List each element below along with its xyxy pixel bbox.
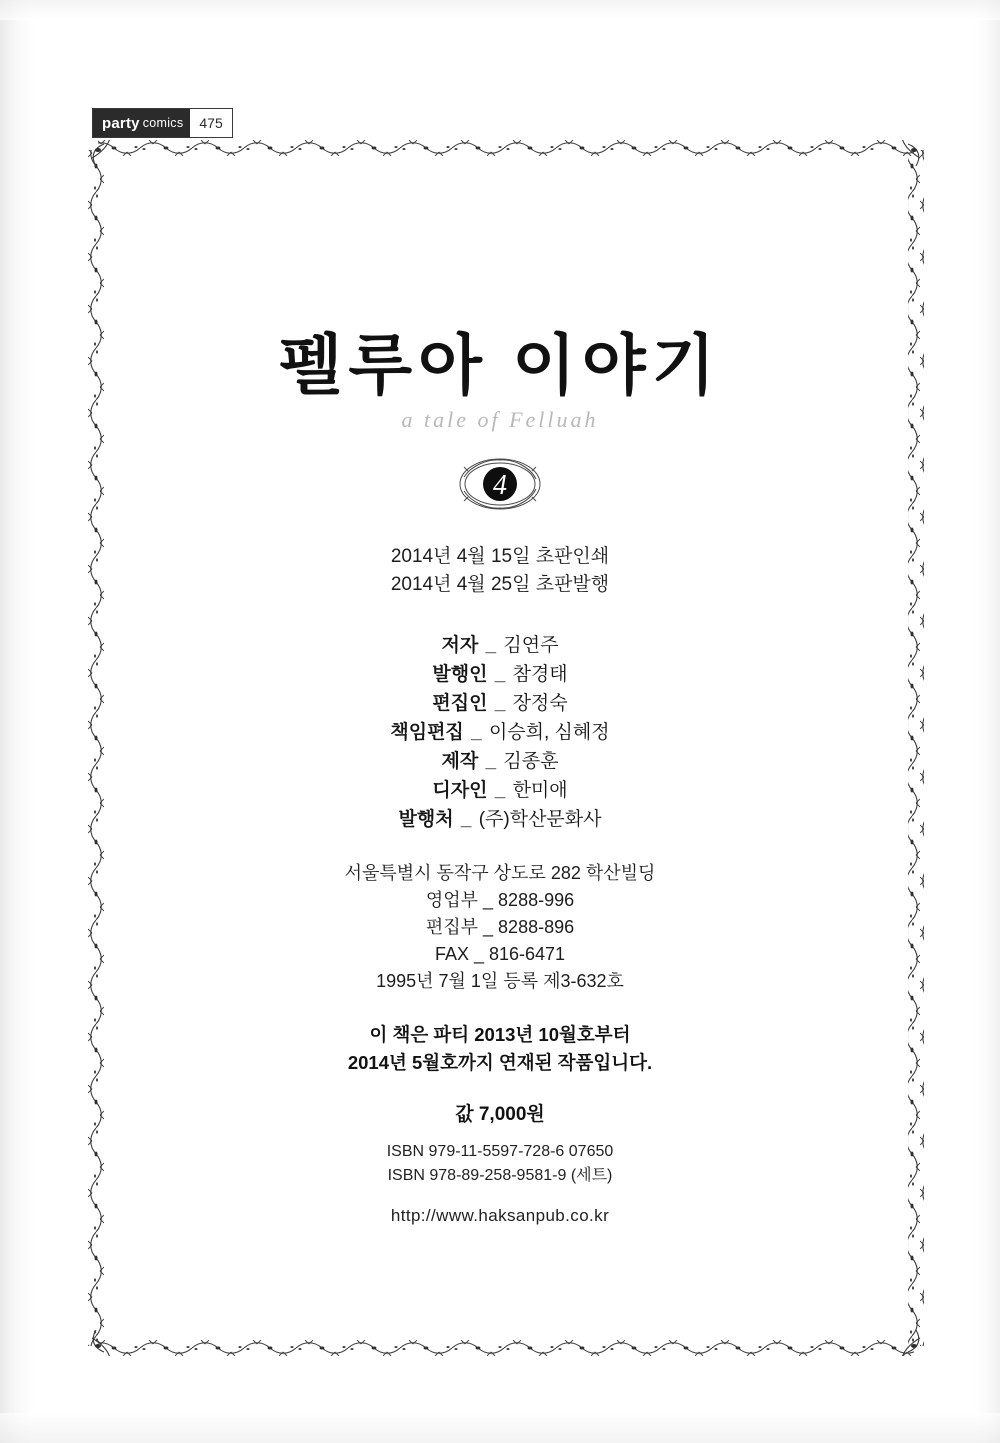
credit-role: 제작 (441, 750, 479, 772)
series-badge-number: 475 (199, 115, 223, 131)
credit-separator: _ (485, 635, 497, 657)
colophon-block (0, 330, 1000, 1226)
book-title-english: a tale of Felluah (401, 407, 599, 433)
publisher-contact-block (0, 860, 1000, 995)
publish-date: 2014년 4월 25일 초판발행 (390, 573, 610, 595)
credit-row-editor-in-chief (0, 690, 1000, 719)
publisher-address: 서울특별시 동작구 상도로 282 학산빌딩 (344, 863, 656, 884)
credit-role: 발행처 (398, 808, 454, 830)
book-title-korean: 펠루아 이야기 (278, 328, 722, 402)
isbn-primary: ISBN 979-11-5597-728-6 07650 (386, 1142, 614, 1160)
registration-info: 1995년 7월 1일 등록 제3-632호 (376, 971, 624, 992)
scan-edge-shading-bottom (0, 1413, 1000, 1443)
price-label: 값 7,000원 (455, 1103, 545, 1125)
credits-list (0, 632, 1000, 834)
fax-number: FAX _ 816-6471 (434, 944, 566, 965)
print-date: 2014년 4월 15일 초판인쇄 (390, 546, 610, 568)
credit-name: 김연주 (503, 635, 559, 657)
credit-name: 김종훈 (503, 750, 559, 772)
scan-edge-shading-top (0, 0, 1000, 20)
credit-row-publishing-house (0, 806, 1000, 835)
volume-medallion (458, 451, 542, 517)
sales-phone: 영업부 _ 8288-996 (425, 890, 575, 911)
credit-role: 디자인 (432, 779, 488, 801)
credit-role: 저자 (441, 635, 479, 657)
credit-name: (주)학산문화사 (478, 808, 602, 830)
credit-separator: _ (494, 664, 506, 686)
credit-name: 참경태 (512, 664, 568, 686)
editorial-phone: 편집부 _ 8288-896 (425, 917, 575, 938)
credit-row-design (0, 777, 1000, 806)
credit-separator: _ (494, 779, 506, 801)
credit-separator: _ (471, 721, 482, 743)
credit-row-production (0, 748, 1000, 777)
serialization-note (0, 1021, 1000, 1077)
series-badge (92, 108, 233, 138)
credit-separator: _ (460, 808, 472, 830)
credit-row-publisher (0, 661, 1000, 690)
credit-name: 장정숙 (512, 693, 568, 715)
credit-row-managing-editor (0, 719, 1000, 748)
series-badge-brand-main: party (102, 114, 140, 132)
publication-dates (0, 543, 1000, 598)
credit-row-author (0, 632, 1000, 661)
publisher-website-url[interactable]: http://www.haksanpub.co.kr (390, 1205, 610, 1225)
credit-role: 편집인 (432, 693, 488, 715)
series-badge-brand-sub: comics (142, 115, 184, 130)
series-badge-brand (93, 109, 190, 137)
credit-name: 한미애 (512, 779, 568, 801)
credit-role: 발행인 (432, 664, 488, 686)
serialization-note-line2: 2014년 5월호까지 연재된 작품입니다. (347, 1052, 653, 1074)
credit-name: 이승희, 심혜정 (488, 721, 610, 743)
credit-separator: _ (494, 693, 506, 715)
serialization-note-line1: 이 책은 파티 2013년 10월호부터 (369, 1024, 631, 1046)
credit-separator: _ (485, 750, 497, 772)
isbn-block (0, 1140, 1000, 1188)
isbn-set: ISBN 978-89-258-9581-9 (세트) (387, 1166, 613, 1184)
volume-number-text: 4 (493, 470, 507, 502)
credit-role: 책임편집 (390, 721, 464, 743)
